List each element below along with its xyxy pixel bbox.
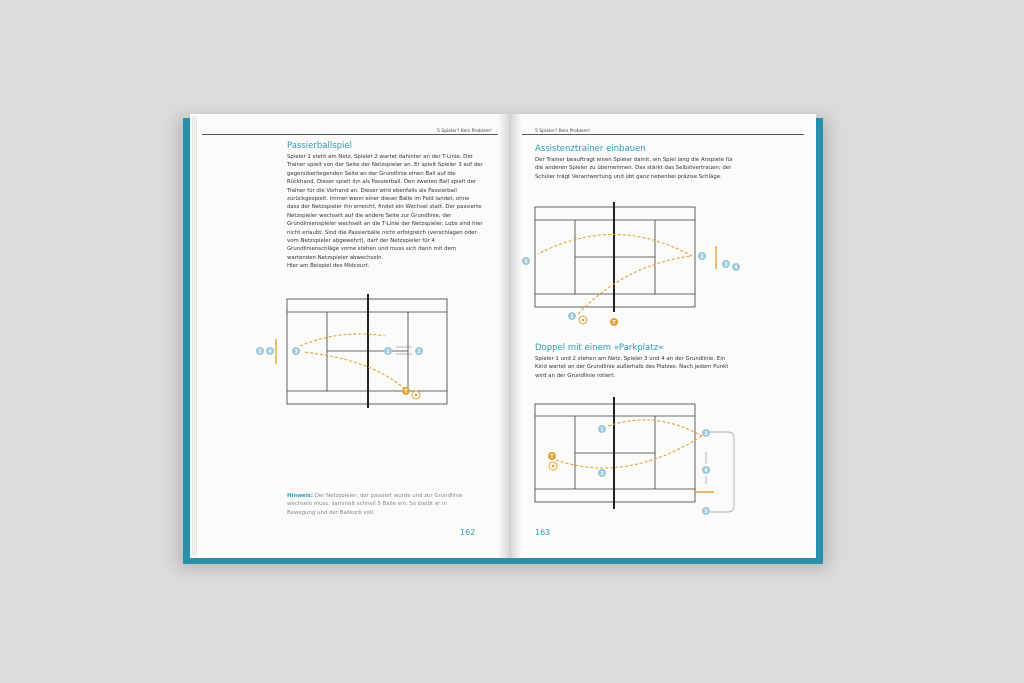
hint-label: Hinweis: xyxy=(287,493,314,499)
label-5: 5 xyxy=(704,509,708,515)
running-title: 5 Spieler? Kein Problem! xyxy=(437,129,492,134)
label-1: 1 xyxy=(600,427,604,433)
label-2: 2 xyxy=(600,471,604,477)
body-last-line: Hier am Beispiel des Midcourt. xyxy=(287,263,370,270)
page-edges xyxy=(192,116,197,556)
label-1: 1 xyxy=(386,349,390,355)
hint-text: Der Netzspieler, der passiert wurde und zur Grundlinie wechseln muss, sammelt schnell 5 Bälle ein. So bleibt er in Bewegung und der Ballkorb voll. xyxy=(287,493,463,516)
label-trainer: T xyxy=(550,454,554,460)
label-2: 2 xyxy=(700,254,704,260)
right-page xyxy=(516,114,816,558)
section-title: Passierballspiel xyxy=(287,141,352,151)
section-title-parking: Doppel mit einem »Parkplatz« xyxy=(535,343,664,353)
section-body-assistant: Der Trainer beauftragt einen Spieler damit, ein Spiel lang die Anspiele für die anderen Spieler zu übernehmen. Das stärkt das Selbstvertrauen; der Schüler trägt Verantwortung und übt ganz nebenbei präzise Schläge. xyxy=(535,157,734,180)
label-3: 3 xyxy=(724,262,728,268)
section-body-parking: Spieler 1 und 2 stehen am Netz, Spieler 3 und 4 an der Grundlinie. Ein Kind wartet an der Grundlinie außerhalb des Platzes. Nach jedem Punkt wird an der Grundlinie rotiert. xyxy=(535,356,729,379)
section-title-assistant: Assistenztrainer einbauen xyxy=(535,144,646,154)
page-number-right: 163 xyxy=(535,528,551,537)
label-1: 1 xyxy=(570,314,574,320)
ball-basket-icon xyxy=(412,391,420,399)
label-2: 2 xyxy=(417,349,421,355)
hint-note xyxy=(287,492,473,517)
label-5: 5 xyxy=(524,259,528,265)
running-title: 5 Spieler? Kein Problem! xyxy=(535,129,590,134)
court-diagram-doubles xyxy=(516,114,816,558)
label-3: 3 xyxy=(294,349,298,355)
label-4: 4 xyxy=(704,468,708,474)
page-number-left: 162 xyxy=(460,528,476,537)
ball-basket-icon xyxy=(549,462,557,470)
left-page xyxy=(190,114,506,558)
body-paragraph: Spieler 1 steht am Netz, Spieler 2 wartet dahinter an der T-Linie. Der Trainer spielt von der Seite der Netzspieler an. Er spielt Spieler 3 auf der gegenüberliegenden Seite an der Grundlinie einen Ball auf die Rückhand. Dieser spielt ihn als Passierball. Den zweiten Ball spielt der Trainer für die Vorhand an. Dieser wird ebenfalls als Passierball zurückgespielt. Immer wenn einer dieser Bälle im Feld landet, ohne dass der Netzspieler ihn erreicht, findet ein Wechsel statt. Der passierte Netzspieler wechselt auf die andere Seite zur Grundlinie, der Grundlinienspieler wechselt an die T-Linie der Netzspieler. Lobs sind hier nicht erlaubt. Sind die Passierbälle nicht erfolgreich (verschlagen oder vom Netzspieler abgewehrt), darf der Netzspieler für 4 Grundlinienschläge vorne stehen und muss sich dann mit dem wartenden Netzspieler abwechseln. xyxy=(287,154,483,261)
label-trainer: T xyxy=(404,389,408,395)
label-4: 4 xyxy=(268,349,272,355)
label-trainer: T xyxy=(612,320,616,326)
label-5: 5 xyxy=(258,349,262,355)
label-4: 4 xyxy=(734,265,738,271)
book-gutter xyxy=(498,114,522,558)
label-3: 3 xyxy=(704,431,708,437)
